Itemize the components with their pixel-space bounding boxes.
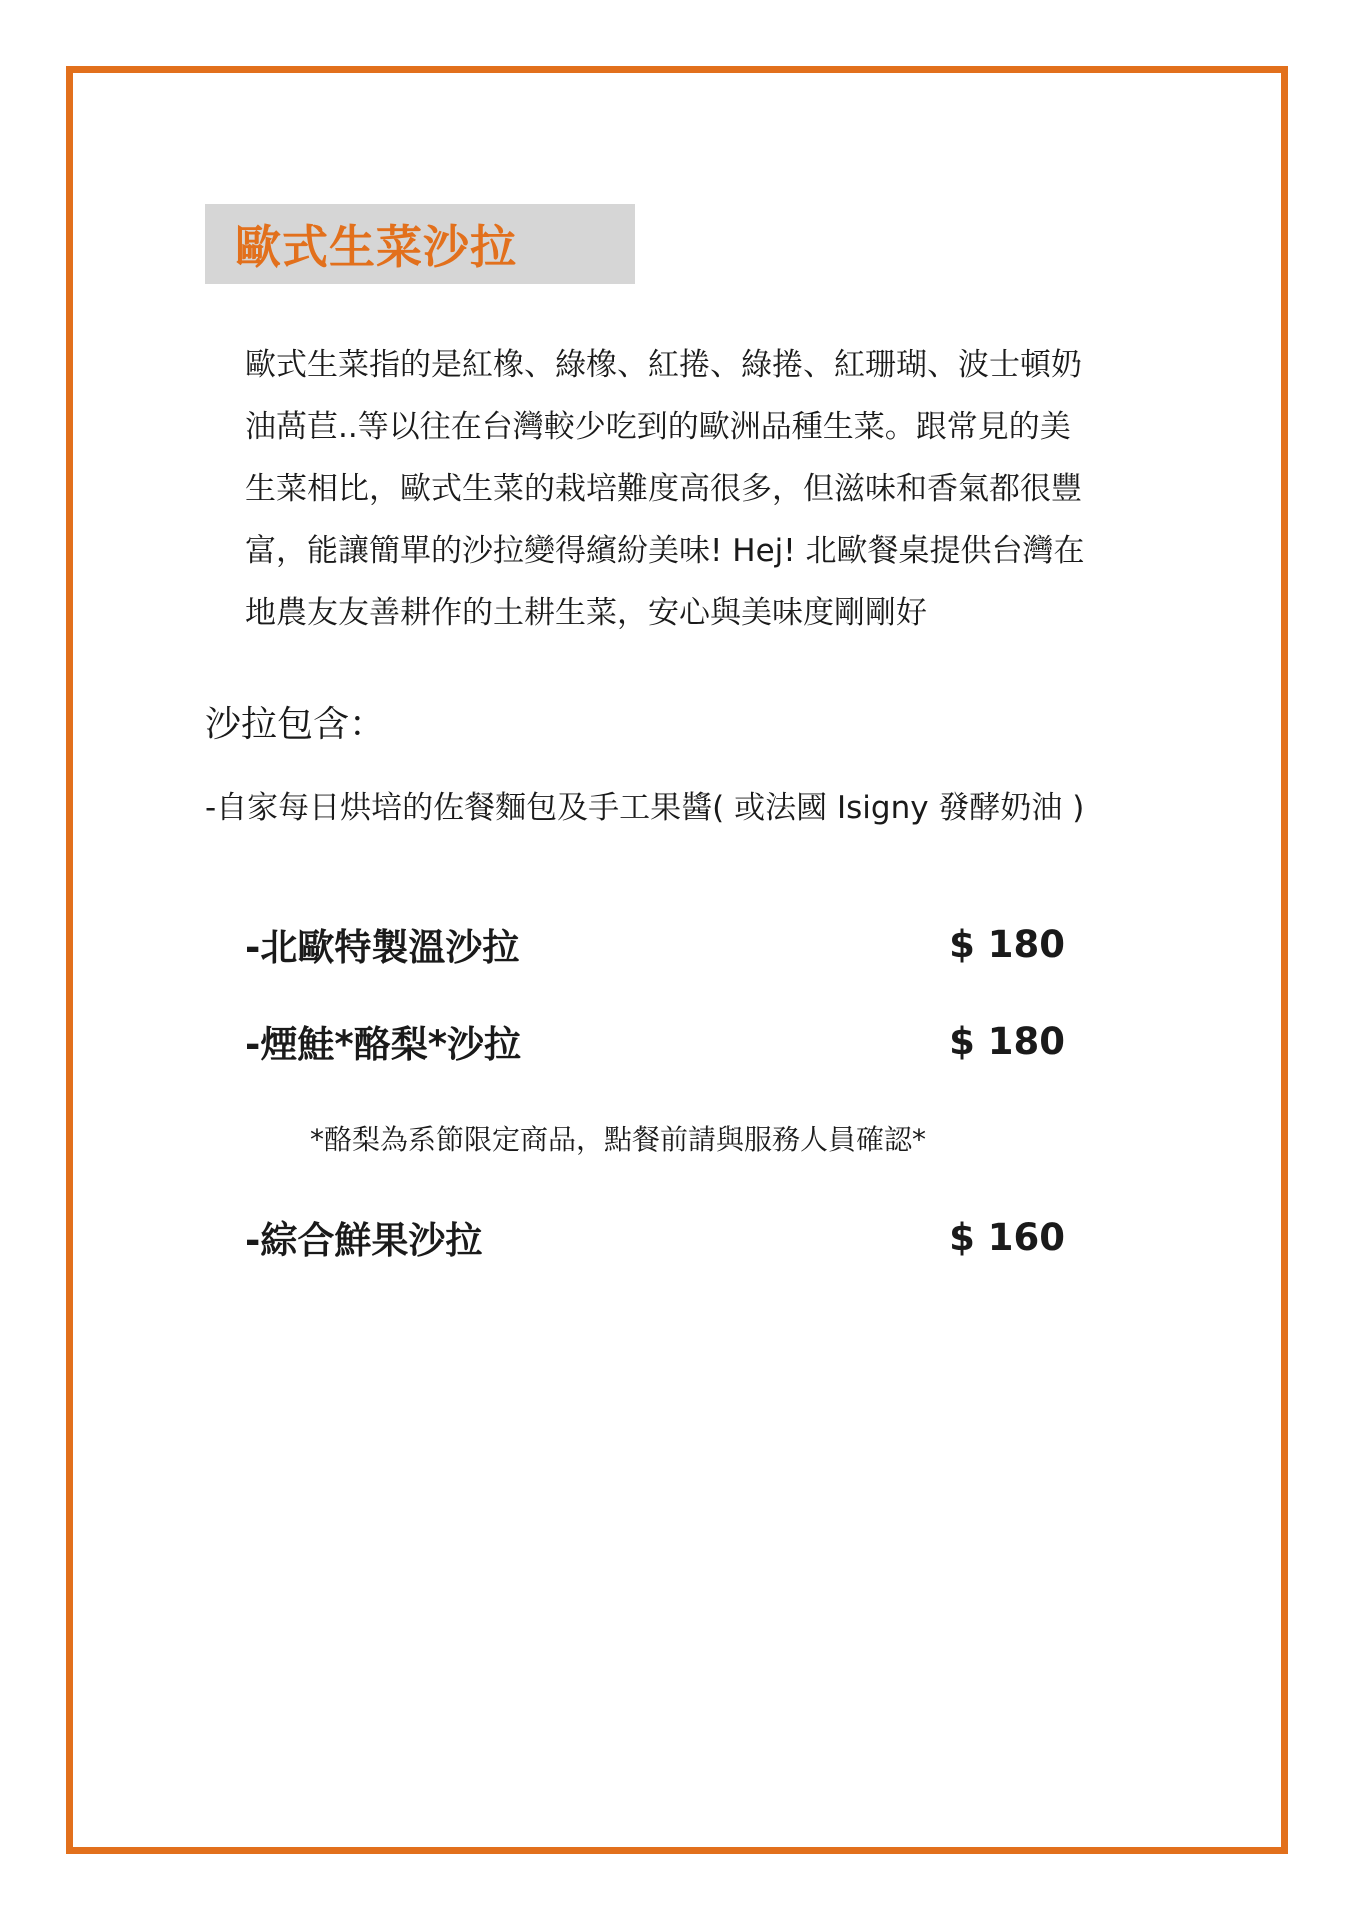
menu-item-warm-salad: [245, 914, 1065, 974]
intro-line: 富，能讓簡單的沙拉變得繽紛美味! Hej! 北歐餐桌提供台灣在: [245, 533, 1085, 569]
menu-item-name: -煙鮭*酪梨*沙拉: [245, 1023, 522, 1066]
menu-item-name: -綜合鮮果沙拉: [245, 1219, 483, 1262]
intro-line: 歐式生菜指的是紅橡、綠橡、紅捲、綠捲、紅珊瑚、波士頓奶: [245, 347, 1082, 383]
menu-item-fruit-salad: [245, 1207, 1065, 1267]
menu-item-price: $ 160: [949, 1215, 1065, 1259]
intro-paragraph: [245, 334, 1205, 644]
menu-item-salmon-avocado-salad: [245, 1011, 1065, 1071]
page-title: 歐式生菜沙拉: [235, 220, 517, 274]
menu-item-name: -北歐特製溫沙拉: [245, 926, 520, 969]
includes-item: -自家每日烘培的佐餐麵包及手工果醬( 或法國 Isigny 發酵奶油 ): [205, 790, 1085, 826]
avocado-seasonal-note: *酪梨為系節限定商品，點餐前請與服務人員確認*: [310, 1123, 927, 1156]
menu-item-price: $ 180: [949, 1019, 1065, 1063]
includes-heading: 沙拉包含：: [205, 704, 386, 745]
menu-item-price: $ 180: [949, 922, 1065, 966]
intro-line: 生菜相比，歐式生菜的栽培難度高很多，但滋味和香氣都很豐: [245, 471, 1082, 507]
intro-line: 油萵苣..等以往在台灣較少吃到的歐洲品種生菜。跟常見的美: [245, 409, 1071, 445]
title-banner: [205, 204, 635, 284]
intro-line: 地農友友善耕作的土耕生菜，安心與美味度剛剛好: [245, 595, 927, 631]
